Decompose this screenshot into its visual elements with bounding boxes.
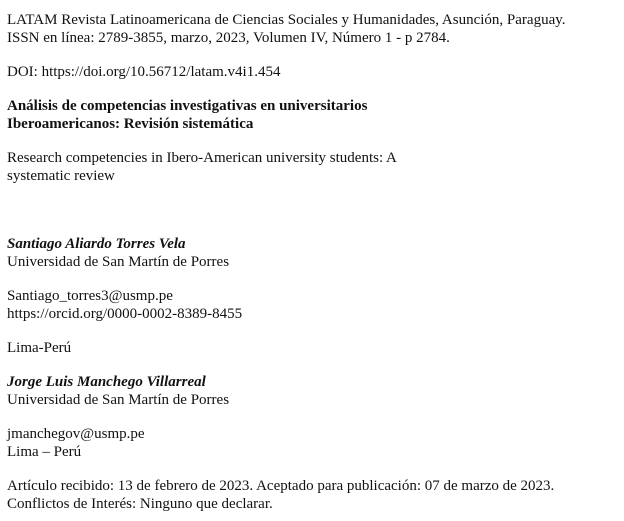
english-title-line-1: Research competencies in Ibero-American university students: A [7, 150, 397, 166]
journal-line: LATAM Revista Latinoamericana de Ciencias Sociales y Humanidades, Asunción, Paraguay. [7, 12, 566, 28]
author-email[interactable]: Santiago_torres3@usmp.pe [7, 288, 173, 304]
author-affiliation: Universidad de San Martín de Porres [7, 254, 230, 270]
conflicts-of-interest: Conflictos de Interés: Ninguno que declarar. [7, 496, 273, 512]
author-affiliation: Universidad de San Martín de Porres [7, 392, 230, 408]
issn-line: ISSN en línea: 2789-3855, marzo, 2023, Volumen IV, Número 1 - p 2784. [7, 30, 450, 46]
author-name: Jorge Luis Manchego Villarreal [7, 374, 206, 390]
spanish-title-line-2: Iberoamericanos: Revisión sistemática [7, 116, 254, 132]
spanish-title-line-1: Análisis de competencias investigativas en universitarios [7, 98, 368, 114]
author-orcid-link[interactable]: https://orcid.org/0000-0002-8389-8455 [7, 306, 243, 322]
author-location: Lima – Perú [7, 444, 82, 460]
received-accepted-dates: Artículo recibido: 13 de febrero de 2023. Aceptado para publicación: 07 de marzo de 2023. [7, 478, 555, 494]
doi-link[interactable]: DOI: https://doi.org/10.56712/latam.v4i1.454 [7, 64, 281, 80]
english-title-line-2: systematic review [7, 168, 115, 184]
author-location: Lima-Perú [7, 340, 72, 356]
author-email[interactable]: jmanchegov@usmp.pe [7, 426, 145, 442]
author-name: Santiago Aliardo Torres Vela [7, 236, 186, 252]
